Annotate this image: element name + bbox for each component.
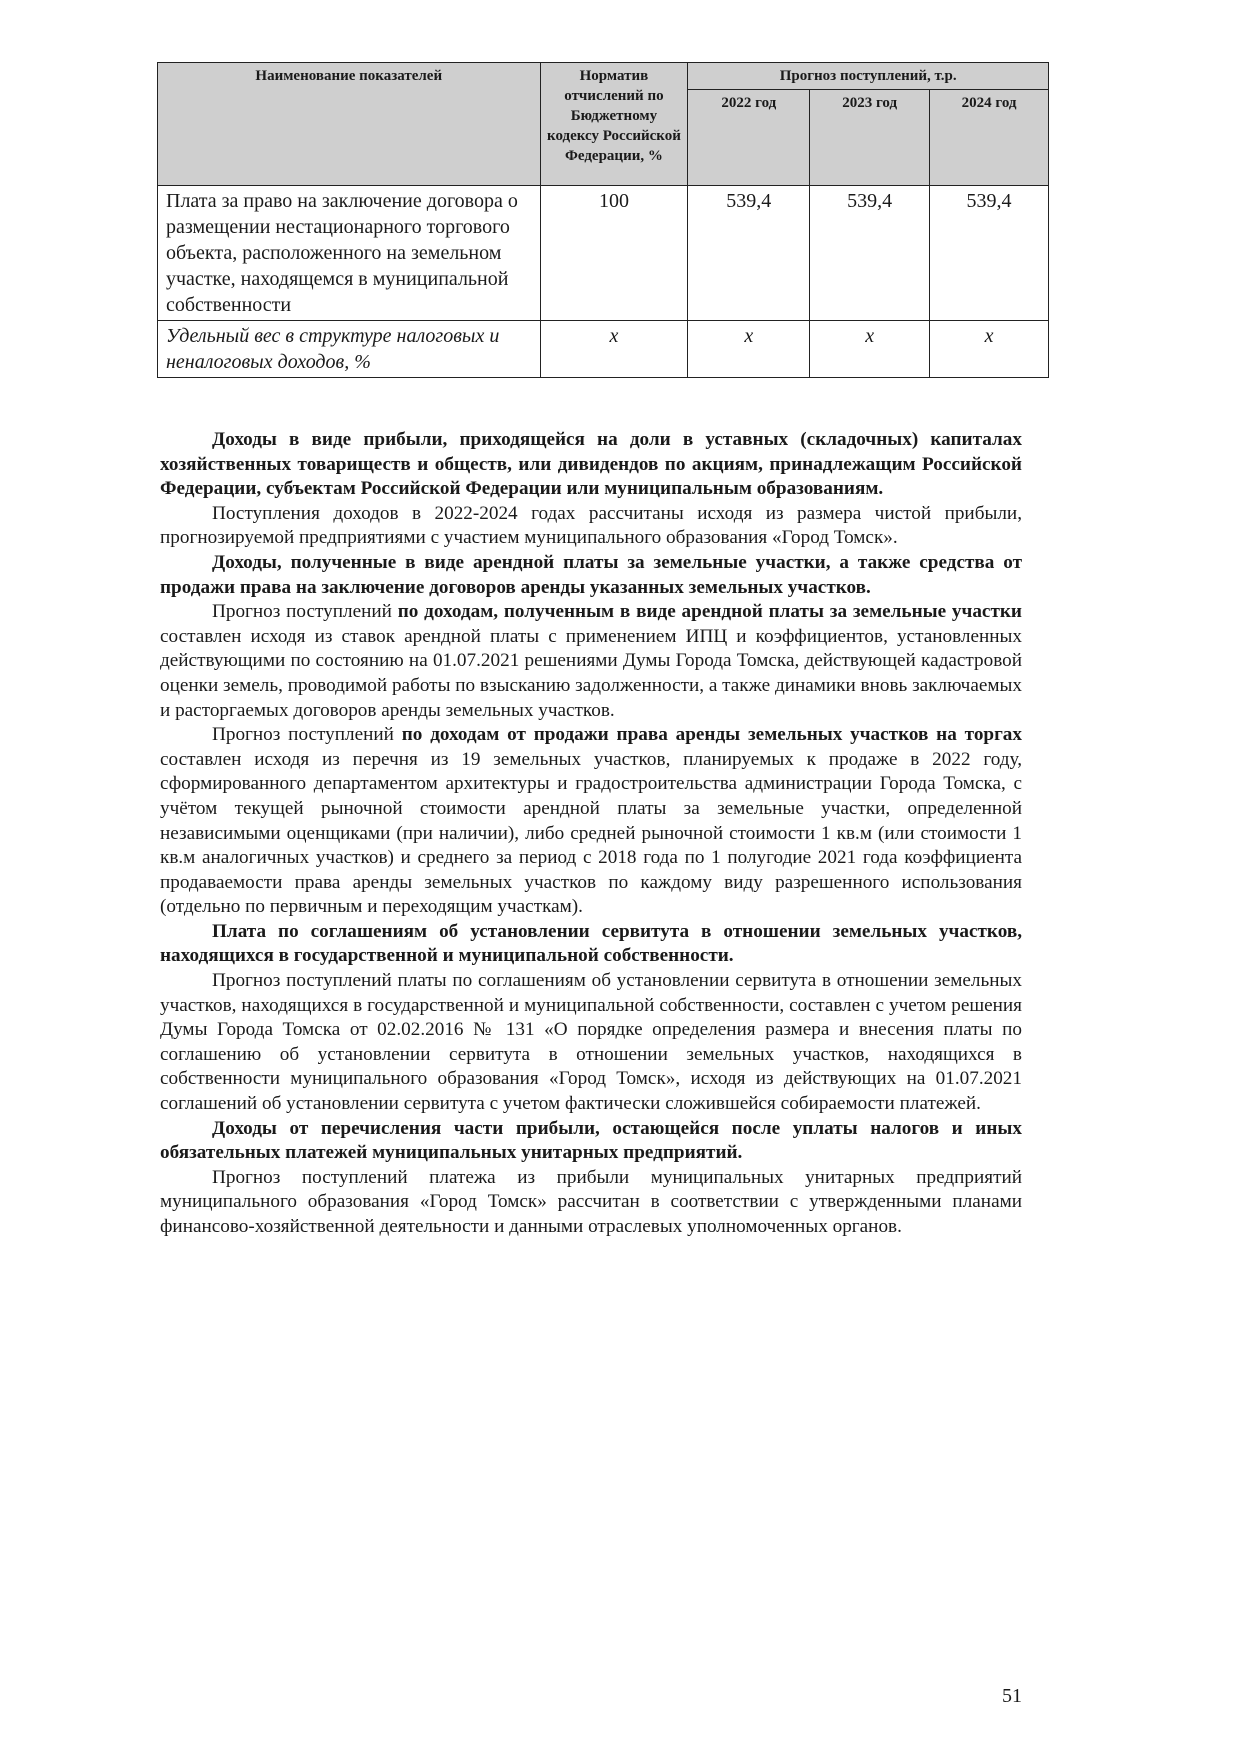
row-value: 539,4	[930, 186, 1049, 321]
row-norm: x	[540, 321, 688, 378]
row-name: Плата за право на заключение договора о размещении нестационарного торгового объекта, расположенного на земельном участке, находящемся в муниципальной собственности	[158, 186, 541, 321]
heading-text: Доходы в виде прибыли, приходящейся на доли в уставных (складочных) капиталах хозяйственных товариществ и обществ, или дивидендов по акциям, принадлежащим Российской Федерации, субъектам Российской Федерации или муниципальным образованиям.	[160, 429, 1022, 500]
paragraph	[160, 969, 1022, 1117]
row-value: x	[688, 321, 810, 378]
paragraph-text: составлен исходя из перечня из 19 земельных участков, планируемых к продаже в 2022 году, сформированного департаментом архитектуры и градостроительства администрации Города Томска, с учётом текущей рыночной стоимости арендной платы за земельные участки, определенной независимыми оценщиками (при наличии), либо средней рыночной стоимости 1 кв.м (или стоимости 1 кв.м аналогичных участков) и среднего за период с 2018 года по 1 полугодие 2021 года коэффициента продаваемости права аренды земельных участков по каждому виду разрешенного использования (отдельно по первичным и переходящим участкам).	[160, 748, 1022, 918]
revenue-forecast-table	[157, 62, 1049, 378]
paragraph	[160, 600, 1022, 723]
paragraph-text: Прогноз поступлений	[212, 724, 402, 746]
paragraph-text: Прогноз поступлений платы по соглашениям об установлении сервитута в отношении земельных участков, находящихся в государственной и муниципальной собственности, составлен с учетом решения Думы Города Томска от 02.02.2016 № 131 «О порядке определения размера и внесения платы по соглашению об установлении сервитута в отношении земельных участков, находящихся в собственности муниципального образования «Город Томск», исходя из действующих на 01.07.2021 соглашений об установлении сервитута с учетом фактически сложившейся собираемости платежей.	[160, 970, 1022, 1115]
section-heading-unitary-profit	[160, 1117, 1022, 1166]
header-name: Наименование показателей	[158, 63, 541, 186]
row-norm: 100	[540, 186, 688, 321]
row-value: 539,4	[688, 186, 810, 321]
page-number: 51	[1002, 1685, 1022, 1707]
paragraph-text: составлен исходя из ставок арендной платы с применением ИПЦ и коэффициентов, установленных действующими по состоянию на 01.07.2021 решениями Думы Города Томска, действующей кадастровой оценки земель, проводимой работы по взысканию задолженности, а также динамики вновь заключаемых и расторгаемых договоров аренды земельных участков.	[160, 625, 1022, 721]
heading-text: Плата по соглашениям об установлении сервитута в отношении земельных участков, находящихся в государственной и муниципальной собственности.	[160, 920, 1022, 967]
paragraph	[160, 723, 1022, 920]
table-row	[158, 186, 1049, 321]
header-forecast: Прогноз поступлений, т.р.	[688, 63, 1049, 90]
section-heading-dividends	[160, 428, 1022, 502]
document-body	[160, 428, 1022, 1240]
header-year: 2023 год	[810, 90, 930, 186]
paragraph-text: Прогноз поступлений платежа из прибыли муниципальных унитарных предприятий муниципального образования «Город Томск» рассчитан в соответствии с утвержденными планами финансово-хозяйственной деятельности и данными отраслевых уполномоченных органов.	[160, 1166, 1022, 1237]
paragraph	[160, 1166, 1022, 1240]
row-value: 539,4	[810, 186, 930, 321]
heading-text: Доходы от перечисления части прибыли, остающейся после уплаты налогов и иных обязательных платежей муниципальных унитарных предприятий.	[160, 1117, 1022, 1164]
paragraph-text: Прогноз поступлений	[212, 601, 398, 623]
header-year: 2022 год	[688, 90, 810, 186]
header-norm: Норматив отчислений по Бюджетному кодексу Российской Федерации, %	[540, 63, 688, 186]
paragraph-bold-text: по доходам, полученным в виде арендной платы за земельные участки	[397, 601, 1022, 623]
section-heading-land-rent	[160, 551, 1022, 600]
paragraph-text: Поступления доходов в 2022-2024 годах рассчитаны исходя из размера чистой прибыли, прогнозируемой предприятиями с участием муниципального образования «Город Томск».	[160, 502, 1022, 549]
paragraph	[160, 502, 1022, 551]
header-year: 2024 год	[930, 90, 1049, 186]
section-heading-servitude	[160, 920, 1022, 969]
row-value: x	[810, 321, 930, 378]
row-name: Удельный вес в структуре налоговых и неналоговых доходов, %	[158, 321, 541, 378]
row-value: x	[930, 321, 1049, 378]
heading-text: Доходы, полученные в виде арендной платы за земельные участки, а также средства от продажи права на заключение договоров аренды указанных земельных участков.	[160, 551, 1022, 598]
paragraph-bold-text: по доходам от продажи права аренды земельных участков на торгах	[401, 724, 1022, 746]
table-row	[158, 321, 1049, 378]
